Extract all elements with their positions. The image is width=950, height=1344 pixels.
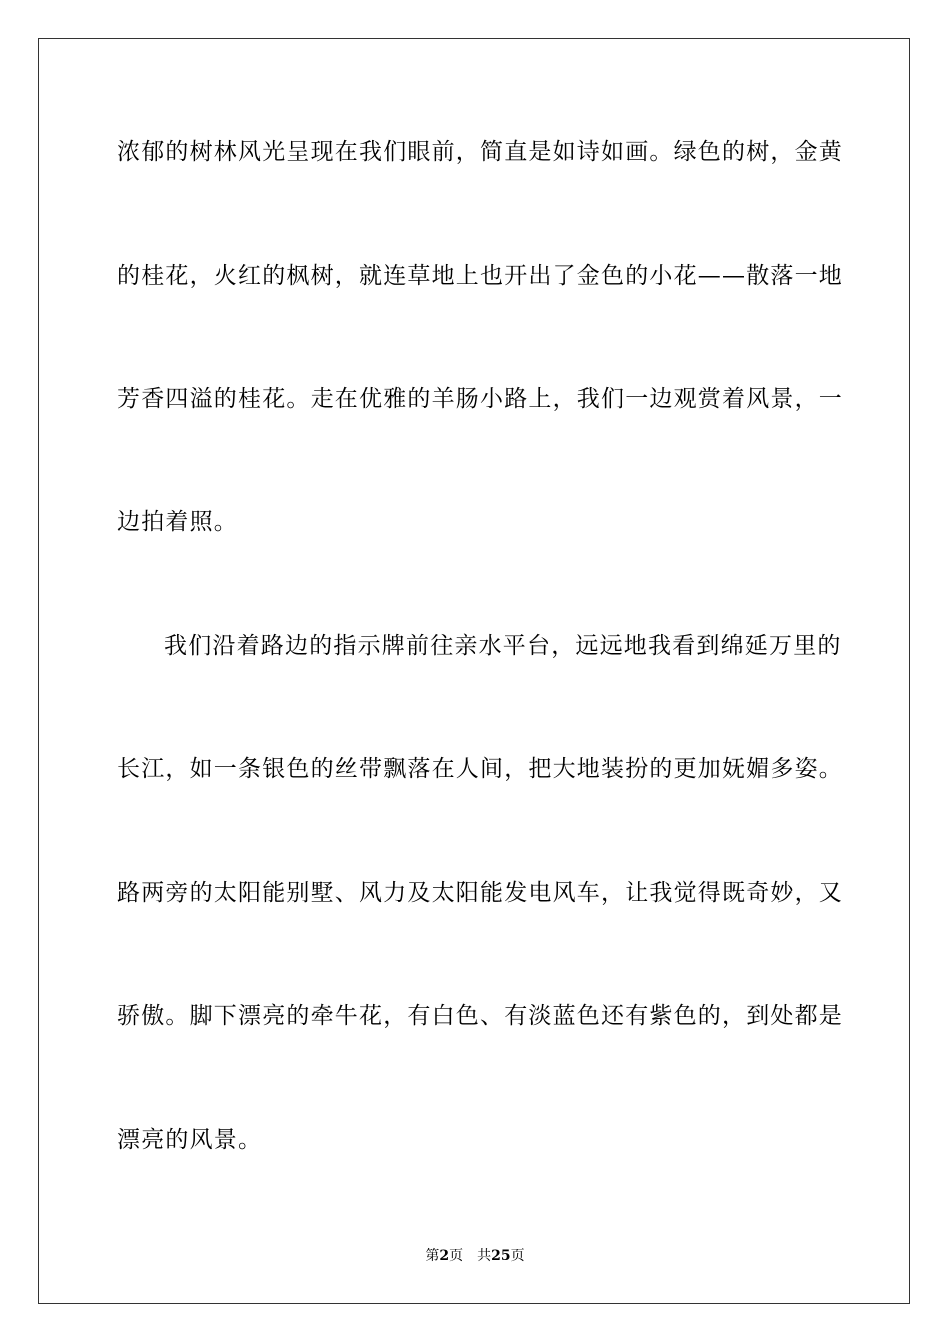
body-text-line: 芳香四溢的桂花。走在优雅的羊肠小路上，我们一边观赏着风景，一: [117, 386, 843, 412]
page-prefix: 第: [425, 1248, 440, 1264]
total-suffix: 页: [510, 1248, 525, 1264]
page-number: 2: [439, 1248, 450, 1264]
total-prefix: 共: [477, 1248, 492, 1264]
page-suffix: 页: [449, 1248, 464, 1264]
body-text-line: 边拍着照。: [117, 509, 238, 535]
body-text-line: 的桂花，火红的枫树，就连草地上也开出了金色的小花——散落一地: [117, 263, 843, 289]
body-text-line: 漂亮的风景。: [117, 1127, 263, 1153]
body-text-line: 长江，如一条银色的丝带飘落在人间，把大地装扮的更加妩媚多姿。: [117, 756, 843, 782]
page-footer: [0, 1246, 950, 1266]
page-border: [38, 38, 910, 1304]
body-text-line: 浓郁的树林风光呈现在我们眼前，简直是如诗如画。绿色的树，金黄: [117, 139, 843, 165]
paragraph-first-line: 我们沿着路边的指示牌前往亲水平台，远远地我看到绵延万里的: [164, 633, 842, 659]
total-pages: 25: [491, 1248, 511, 1264]
body-text-line: 路两旁的太阳能别墅、风力及太阳能发电风车，让我觉得既奇妙，又: [117, 880, 843, 906]
body-text-line: 骄傲。脚下漂亮的牵牛花，有白色、有淡蓝色还有紫色的，到处都是: [117, 1003, 843, 1029]
